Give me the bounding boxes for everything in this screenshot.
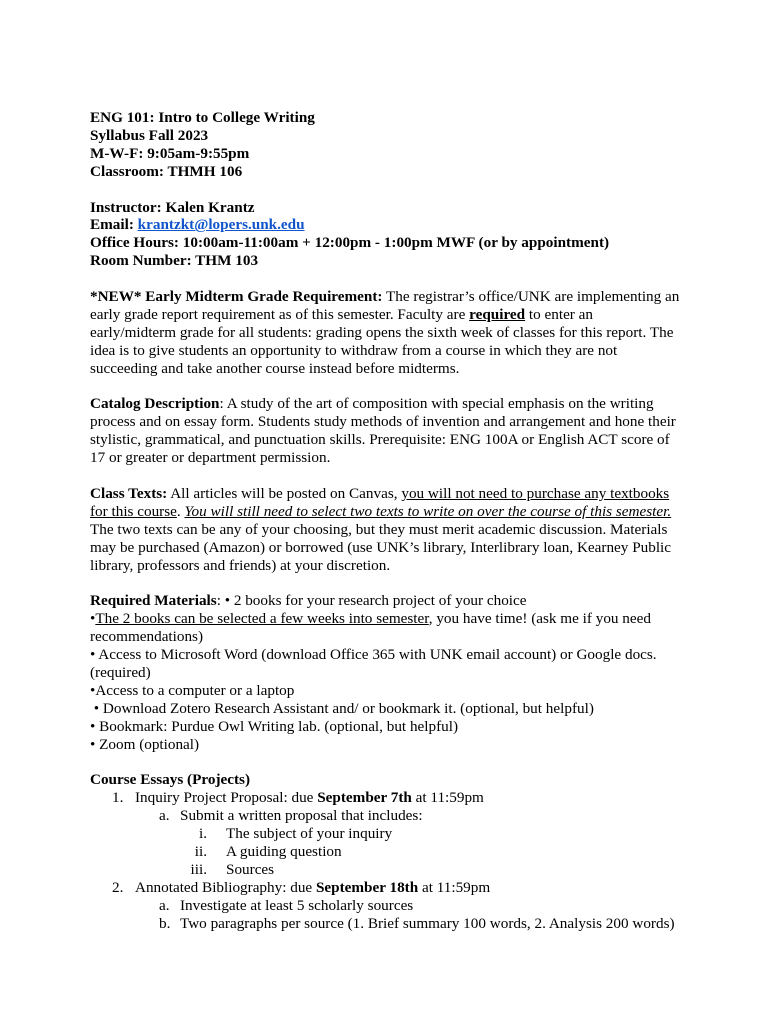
catalog-text: stylistic, grammatical, and punctuation skills. Prerequisite: ENG 100A or English ACT score of — [90, 431, 670, 449]
early-grade-text: to enter an — [525, 305, 594, 323]
list-letter: b. — [159, 914, 171, 932]
course-title: ENG 101: Intro to College Writing — [90, 109, 315, 126]
catalog-text: 17 or greater or department permission. — [90, 449, 331, 467]
bullet: • — [90, 610, 96, 628]
list-item — [90, 915, 682, 933]
list-text: at 11:59pm — [418, 878, 491, 896]
list-text: A guiding question — [226, 843, 342, 861]
class-texts-text: The two texts can be any of your choosing, but they must merit academic discussion. Materials — [90, 520, 668, 538]
materials-heading: Required Materials — [90, 592, 217, 610]
class-texts-underlined: for this course — [90, 502, 177, 520]
list-letter: a. — [159, 896, 170, 914]
class-texts-text: All articles will be posted on Canvas, — [167, 484, 402, 502]
list-text: Two paragraphs per source (1. Brief summary 100 words, 2. Analysis 200 words) — [180, 914, 675, 932]
materials-item: • Download Zotero Research Assistant and/ or bookmark it. (optional, but helpful) — [90, 699, 594, 717]
list-roman: iii. — [190, 860, 207, 878]
materials-item: : • 2 books for your research project of your choice — [216, 592, 527, 610]
catalog-heading: Catalog Description — [90, 395, 220, 413]
class-texts-underlined: you will not need to purchase any textbooks — [401, 484, 670, 502]
list-text: Inquiry Project Proposal: due — [135, 789, 318, 807]
catalog-section — [90, 395, 682, 467]
early-grade-text: idea is to give students an opportunity to withdraw from a course in which they are not — [90, 341, 618, 359]
materials-item: , you have time! (ask me if you need — [428, 610, 651, 628]
due-date: September 7th — [317, 789, 412, 807]
materials-item: • Access to Microsoft Word (download Office 365 with UNK email account) or Google docs. — [90, 646, 657, 664]
class-texts-text: . — [176, 502, 185, 520]
early-grade-text: early grade report requirement as of this semester. Faculty are — [90, 305, 470, 323]
class-texts-text: library, professors and friends) at your discretion. — [90, 556, 391, 574]
list-item — [90, 807, 682, 825]
classroom: Classroom: THMH 106 — [90, 162, 243, 180]
class-texts-section — [90, 485, 682, 575]
list-text: at 11:59pm — [411, 789, 484, 807]
materials-item: • Zoom (optional) — [90, 735, 200, 753]
list-item — [90, 843, 682, 861]
catalog-text: process and on essay form. Students study methods of invention and arrangement and hone their — [90, 413, 676, 431]
class-schedule: M-W-F: 9:05am-9:55pm — [90, 144, 250, 162]
early-grade-heading: *NEW* Early Midterm Grade Requirement: — [90, 288, 383, 306]
email-link[interactable]: krantzkt@lopers.unk.edu — [137, 216, 305, 234]
list-item — [90, 825, 682, 843]
office-hours: Office Hours: 10:00am-11:00am + 12:00pm - 1:00pm MWF (or by appointment) — [90, 234, 610, 252]
catalog-text: : A study of the art of composition with special emphasis on the writing — [219, 395, 654, 413]
list-roman: i. — [198, 825, 207, 843]
early-grade-text: succeeding and take another course instead before midterms. — [90, 359, 460, 377]
room-number: Room Number: THM 103 — [90, 252, 259, 270]
syllabus-document — [90, 109, 682, 933]
list-item — [90, 789, 682, 807]
course-essays-section — [90, 771, 682, 932]
class-texts-italic: You will still need to select two texts to write on over the course of this semester. — [184, 502, 672, 520]
list-number: 2. — [112, 878, 124, 896]
list-roman: ii. — [194, 843, 207, 861]
early-grade-text: early/midterm grade for all students: grading opens the sixth week of classes for this report. The — [90, 323, 674, 341]
list-text: Sources — [226, 860, 275, 878]
materials-item: (required) — [90, 664, 151, 682]
list-text: The subject of your inquiry — [226, 825, 393, 843]
materials-underlined: The 2 books can be selected a few weeks into semester — [95, 610, 429, 628]
required-emphasis: required — [469, 305, 526, 323]
list-item — [90, 861, 682, 879]
instructor-name: Instructor: Kalen Krantz — [90, 198, 255, 216]
list-text: Annotated Bibliography: due — [135, 878, 316, 896]
instructor-email-line — [90, 216, 682, 234]
materials-item: recommendations) — [90, 628, 204, 646]
materials-item: • Bookmark: Purdue Owl Writing lab. (optional, but helpful) — [90, 717, 459, 735]
required-materials-section — [90, 592, 682, 753]
list-text: Investigate at least 5 scholarly sources — [180, 896, 414, 914]
email-label: Email: — [90, 216, 138, 234]
list-letter: a. — [159, 807, 170, 825]
early-grade-text: The registrar’s office/UNK are implementing an — [382, 288, 680, 306]
syllabus-term: Syllabus Fall 2023 — [90, 126, 209, 144]
essays-heading: Course Essays (Projects) — [90, 771, 251, 789]
list-item — [90, 879, 682, 897]
early-grade-section — [90, 288, 682, 378]
list-item — [90, 897, 682, 915]
list-text: Submit a written proposal that includes: — [180, 807, 423, 825]
class-texts-text: may be purchased (Amazon) or borrowed (use UNK’s library, Interlibrary loan, Kearney Public — [90, 538, 672, 556]
class-texts-heading: Class Texts: — [90, 484, 168, 502]
materials-item: •Access to a computer or a laptop — [90, 681, 295, 699]
due-date: September 18th — [315, 878, 419, 896]
list-number: 1. — [112, 789, 124, 807]
